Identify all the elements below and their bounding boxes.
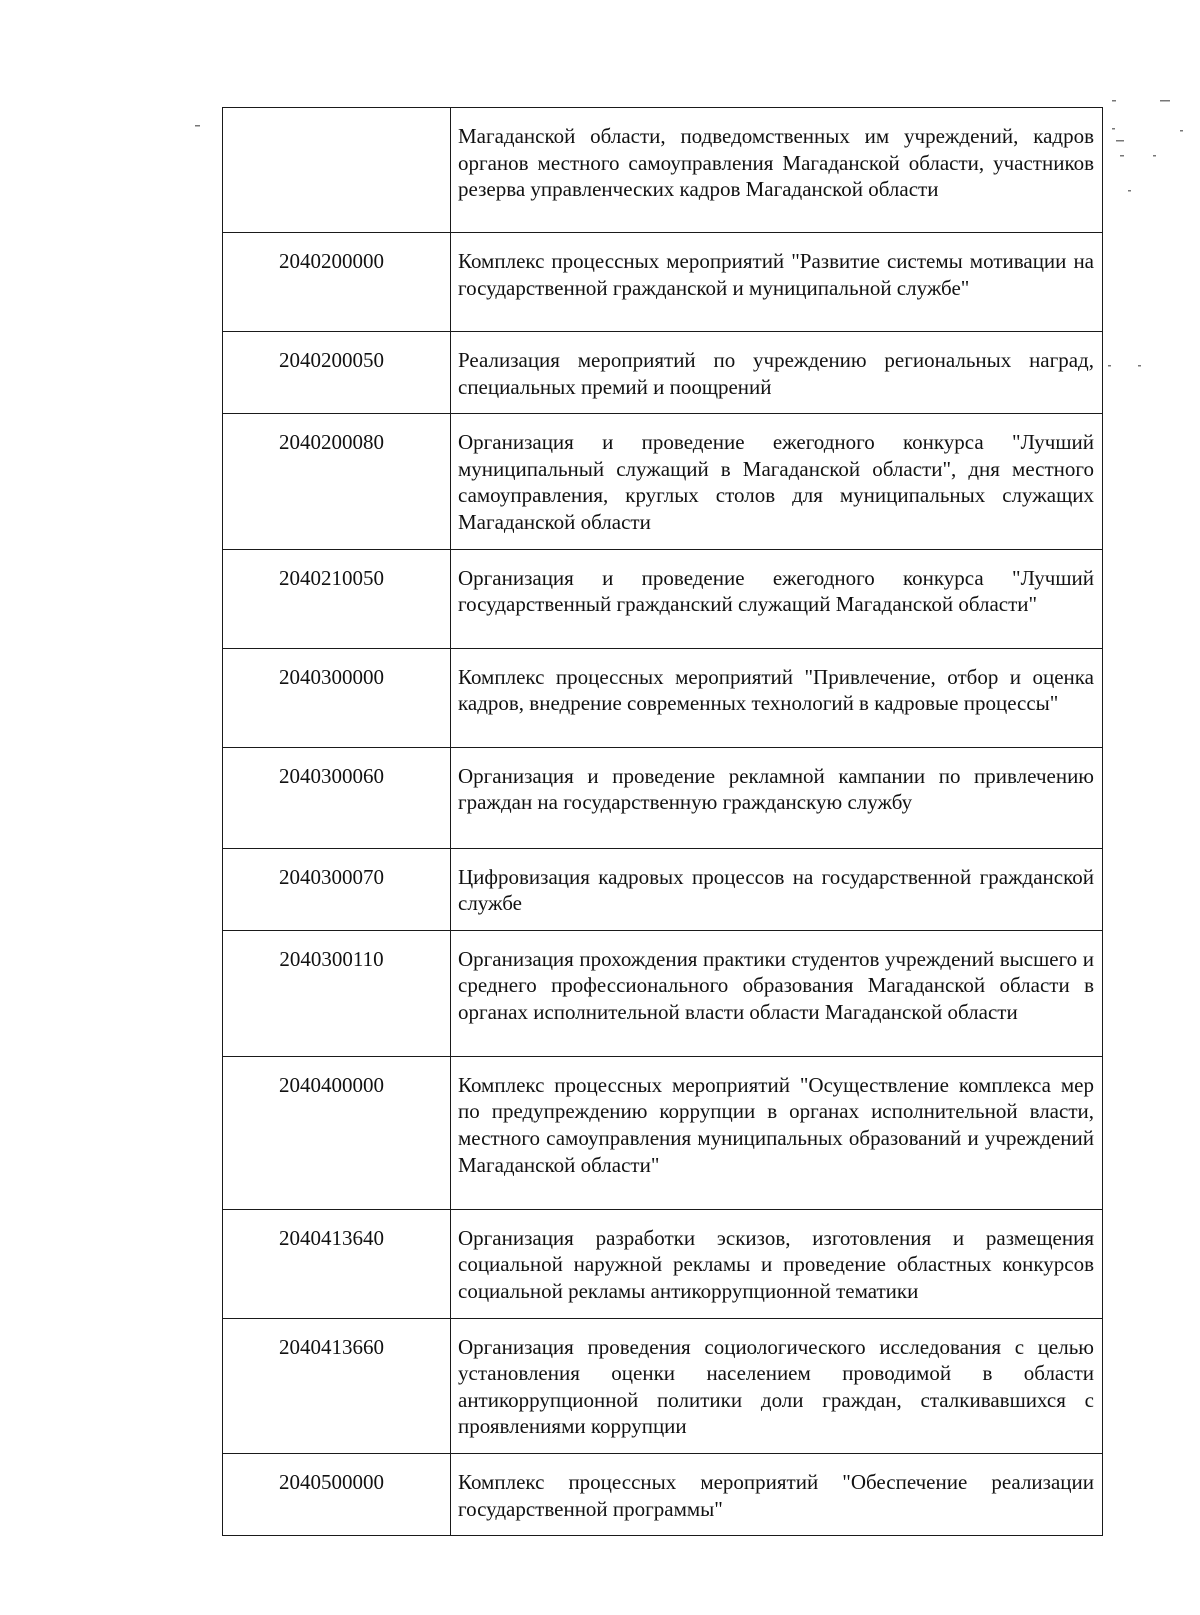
table-row <box>223 747 1103 848</box>
description-cell: Комплекс процессных мероприятий "Развитие системы мотивации на государственной гражданской и муниципальной службе" <box>451 233 1103 332</box>
code-cell: 2040300060 <box>223 747 451 848</box>
code-cell: 2040200080 <box>223 414 451 549</box>
table-row <box>223 930 1103 1056</box>
description-cell: Комплекс процессных мероприятий "Привлечение, отбор и оценка кадров, внедрение современных технологий в кадровые процессы" <box>451 648 1103 747</box>
code-cell: 2040400000 <box>223 1056 451 1209</box>
table-row <box>223 414 1103 549</box>
code-cell: 2040200000 <box>223 233 451 332</box>
description-cell: Цифровизация кадровых процессов на государственной гражданской службе <box>451 848 1103 930</box>
table-row <box>223 108 1103 233</box>
description-cell: Организация прохождения практики студентов учреждений высшего и среднего профессионального образования Магаданской области в органах исполнительной власти области Магаданской области <box>451 930 1103 1056</box>
code-cell: 2040210050 <box>223 549 451 648</box>
code-cell: 2040413640 <box>223 1209 451 1318</box>
code-cell: 2040413660 <box>223 1318 451 1453</box>
table-row <box>223 1318 1103 1453</box>
table-row <box>223 1056 1103 1209</box>
description-cell: Организация и проведение рекламной кампании по привлечению граждан на государственную гражданскую службу <box>451 747 1103 848</box>
table-row <box>223 233 1103 332</box>
code-cell <box>223 108 451 233</box>
description-cell: Организация разработки эскизов, изготовления и размещения социальной наружной рекламы и проведение областных конкурсов социальной рекламы антикоррупционной тематики <box>451 1209 1103 1318</box>
code-cell: 2040200050 <box>223 332 451 414</box>
table-row <box>223 848 1103 930</box>
description-cell: Организация и проведение ежегодного конкурса "Лучший государственный гражданский служащий Магаданской области" <box>451 549 1103 648</box>
table-row <box>223 648 1103 747</box>
code-cell: 2040300110 <box>223 930 451 1056</box>
table-row <box>223 332 1103 414</box>
description-cell: Реализация мероприятий по учреждению региональных наград, специальных премий и поощрений <box>451 332 1103 414</box>
description-cell: Комплекс процессных мероприятий "Обеспечение реализации государственной программы" <box>451 1453 1103 1535</box>
table-row <box>223 549 1103 648</box>
description-cell: Магаданской области, подведомственных им учреждений, кадров органов местного самоуправления Магаданской области, участников резерва управленческих кадров Магаданской области <box>451 108 1103 233</box>
budget-classification-table <box>222 107 1103 1536</box>
table-row <box>223 1209 1103 1318</box>
table-row <box>223 1453 1103 1535</box>
description-cell: Организация проведения социологического исследования с целью установления оценки населением проводимой в области антикоррупционной политики доли граждан, сталкивавшихся с проявлениями коррупции <box>451 1318 1103 1453</box>
code-cell: 2040500000 <box>223 1453 451 1535</box>
description-cell: Организация и проведение ежегодного конкурса "Лучший муниципальный служащий в Магаданской области", дня местного самоуправления, круглых столов для муниципальных служащих Магаданской области <box>451 414 1103 549</box>
code-cell: 2040300070 <box>223 848 451 930</box>
description-cell: Комплекс процессных мероприятий "Осуществление комплекса мер по предупреждению коррупции в органах исполнительной власти, местного самоуправления муниципальных образований и учреждений Магаданской области" <box>451 1056 1103 1209</box>
code-cell: 2040300000 <box>223 648 451 747</box>
